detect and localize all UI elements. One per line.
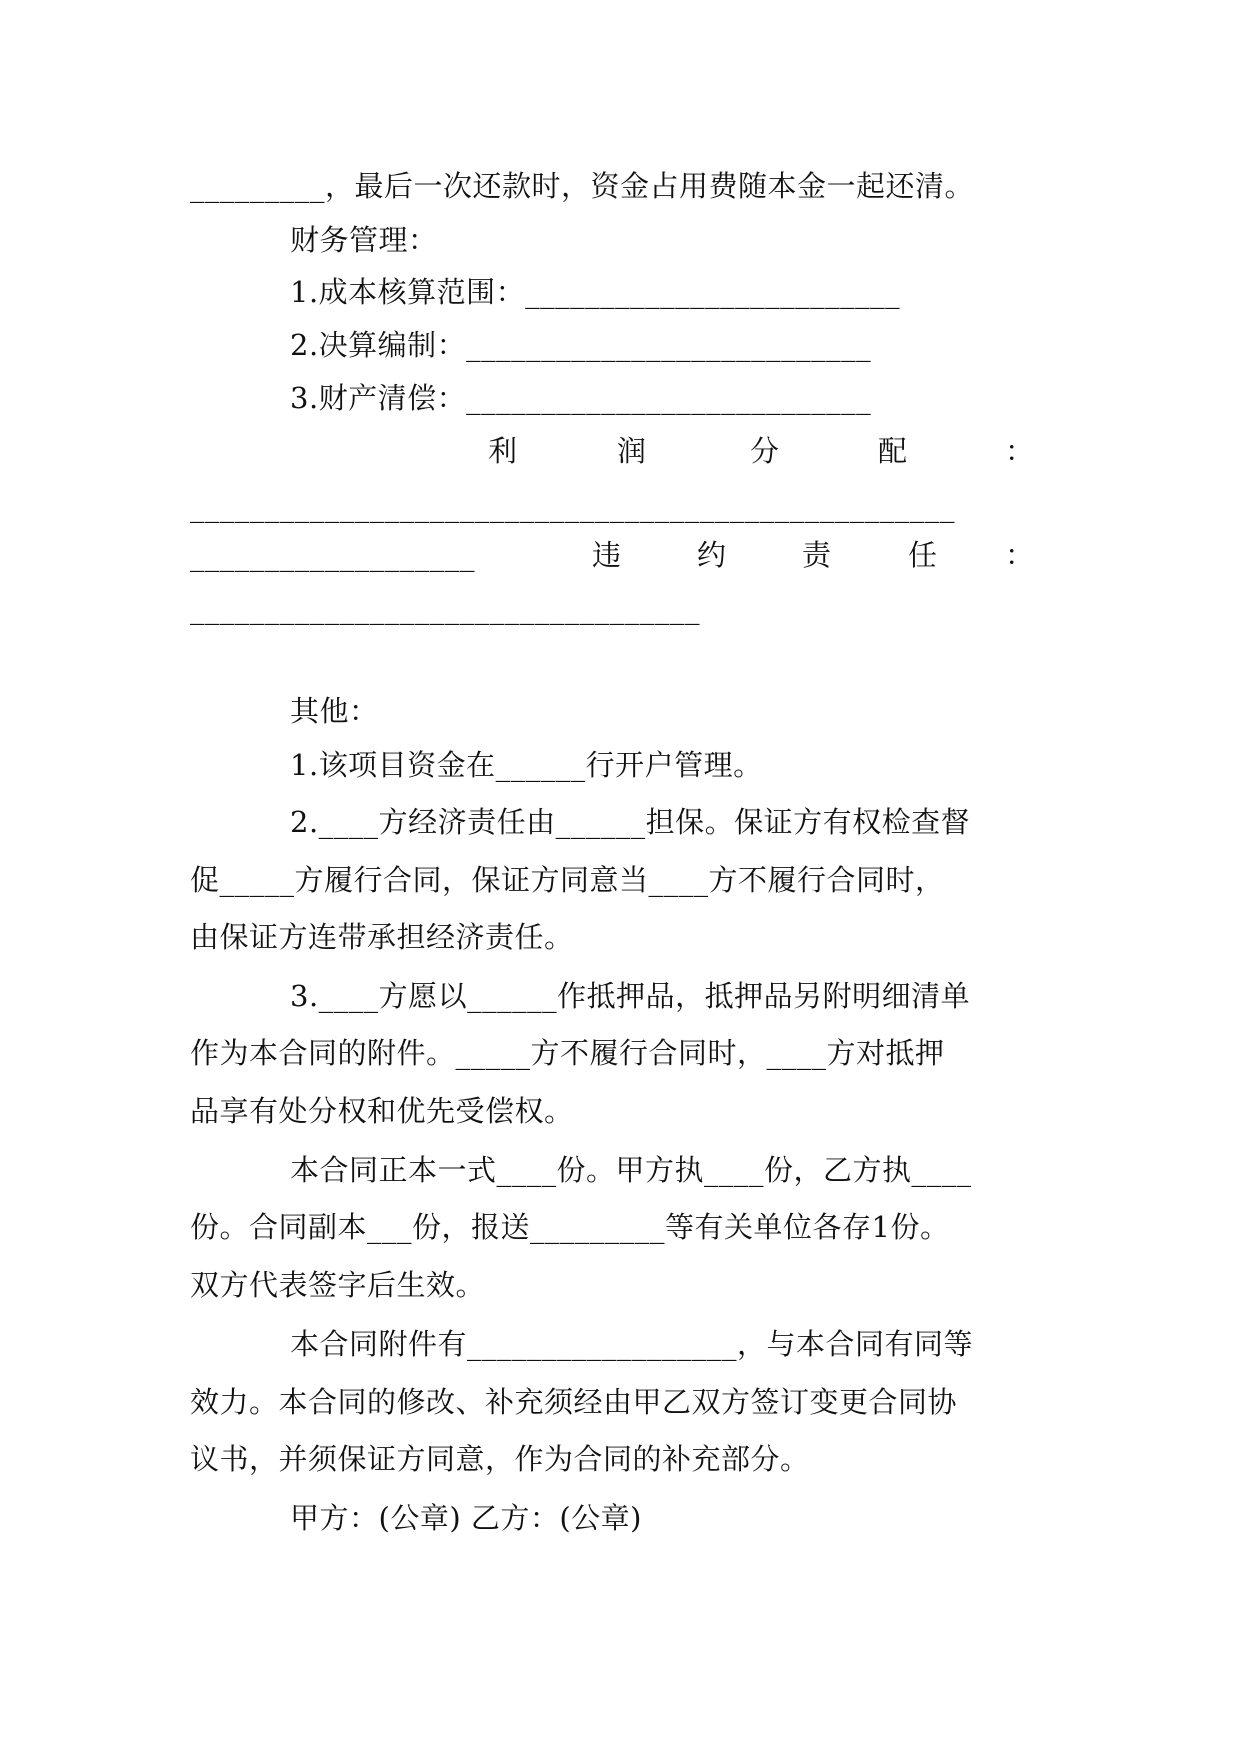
profit-heading-char: 配 — [878, 434, 908, 468]
breach-heading-char: 约 — [697, 538, 727, 572]
attachment-clause-line2: 效力。本合同的修改、补充须经由甲乙双方签订变更合同协 — [190, 1385, 958, 1419]
profit-heading-char: 利 — [488, 434, 518, 468]
repayment-text: _________，最后一次还款时，资金占用费随本金一起还清。 — [190, 169, 975, 203]
section-heading-finance: 财务管理： — [290, 223, 438, 257]
bank-account-clause: 1.该项目资金在______行开户管理。 — [290, 748, 763, 782]
guarantee-clause-line2: 促_____方履行合同，保证方同意当____方不履行合同时， — [190, 863, 945, 897]
guarantee-clause-line3: 由保证方连带承担经济责任。 — [190, 920, 574, 954]
attachment-clause-line3: 议书，并须保证方同意，作为合同的补充部分。 — [190, 1442, 810, 1476]
breach-heading-char: 责 — [802, 538, 832, 572]
breach-heading-char: 违 — [592, 538, 622, 572]
section-heading-other: 其他： — [290, 694, 379, 728]
collateral-clause-line3: 品享有处分权和优先受偿权。 — [190, 1094, 574, 1128]
breach-heading-char: ： — [1005, 538, 1035, 572]
collateral-clause-line2: 作为本合同的附件。_____方不履行合同时，____方对抵押 — [190, 1036, 945, 1070]
property-settlement: 3.财产清偿：___________________________ — [290, 381, 872, 415]
breach-leading-blank: ___________________ — [190, 538, 475, 572]
breach-blank: __________________________________ — [190, 591, 700, 625]
copies-clause-line2: 份。合同副本___份，报送_________等有关单位各存1份。 — [190, 1210, 950, 1244]
copies-clause-line1: 本合同正本一式____份。甲方执____份，乙方执____ — [290, 1153, 972, 1187]
profit-heading-char: 分 — [750, 434, 780, 468]
profit-blank: ___________________________________________________ — [190, 489, 955, 523]
cost-accounting-scope: 1.成本核算范围：_________________________ — [290, 275, 901, 309]
copies-clause-line3: 双方代表签字后生效。 — [190, 1268, 486, 1302]
final-accounts: 2.决算编制：___________________________ — [290, 328, 872, 362]
signature-line: 甲方：(公章) 乙方：(公章) — [290, 1501, 642, 1535]
breach-heading-char: 任 — [908, 538, 938, 572]
profit-heading-char: 润 — [617, 434, 647, 468]
guarantee-clause-line1: 2.____方经济责任由______担保。保证方有权检查督 — [290, 805, 971, 839]
attachment-clause-line1: 本合同附件有__________________，与本合同有同等 — [290, 1327, 974, 1361]
profit-heading-char: ： — [1005, 434, 1035, 468]
collateral-clause-line1: 3.____方愿以______作抵押品，抵押品另附明细清单 — [290, 979, 971, 1013]
